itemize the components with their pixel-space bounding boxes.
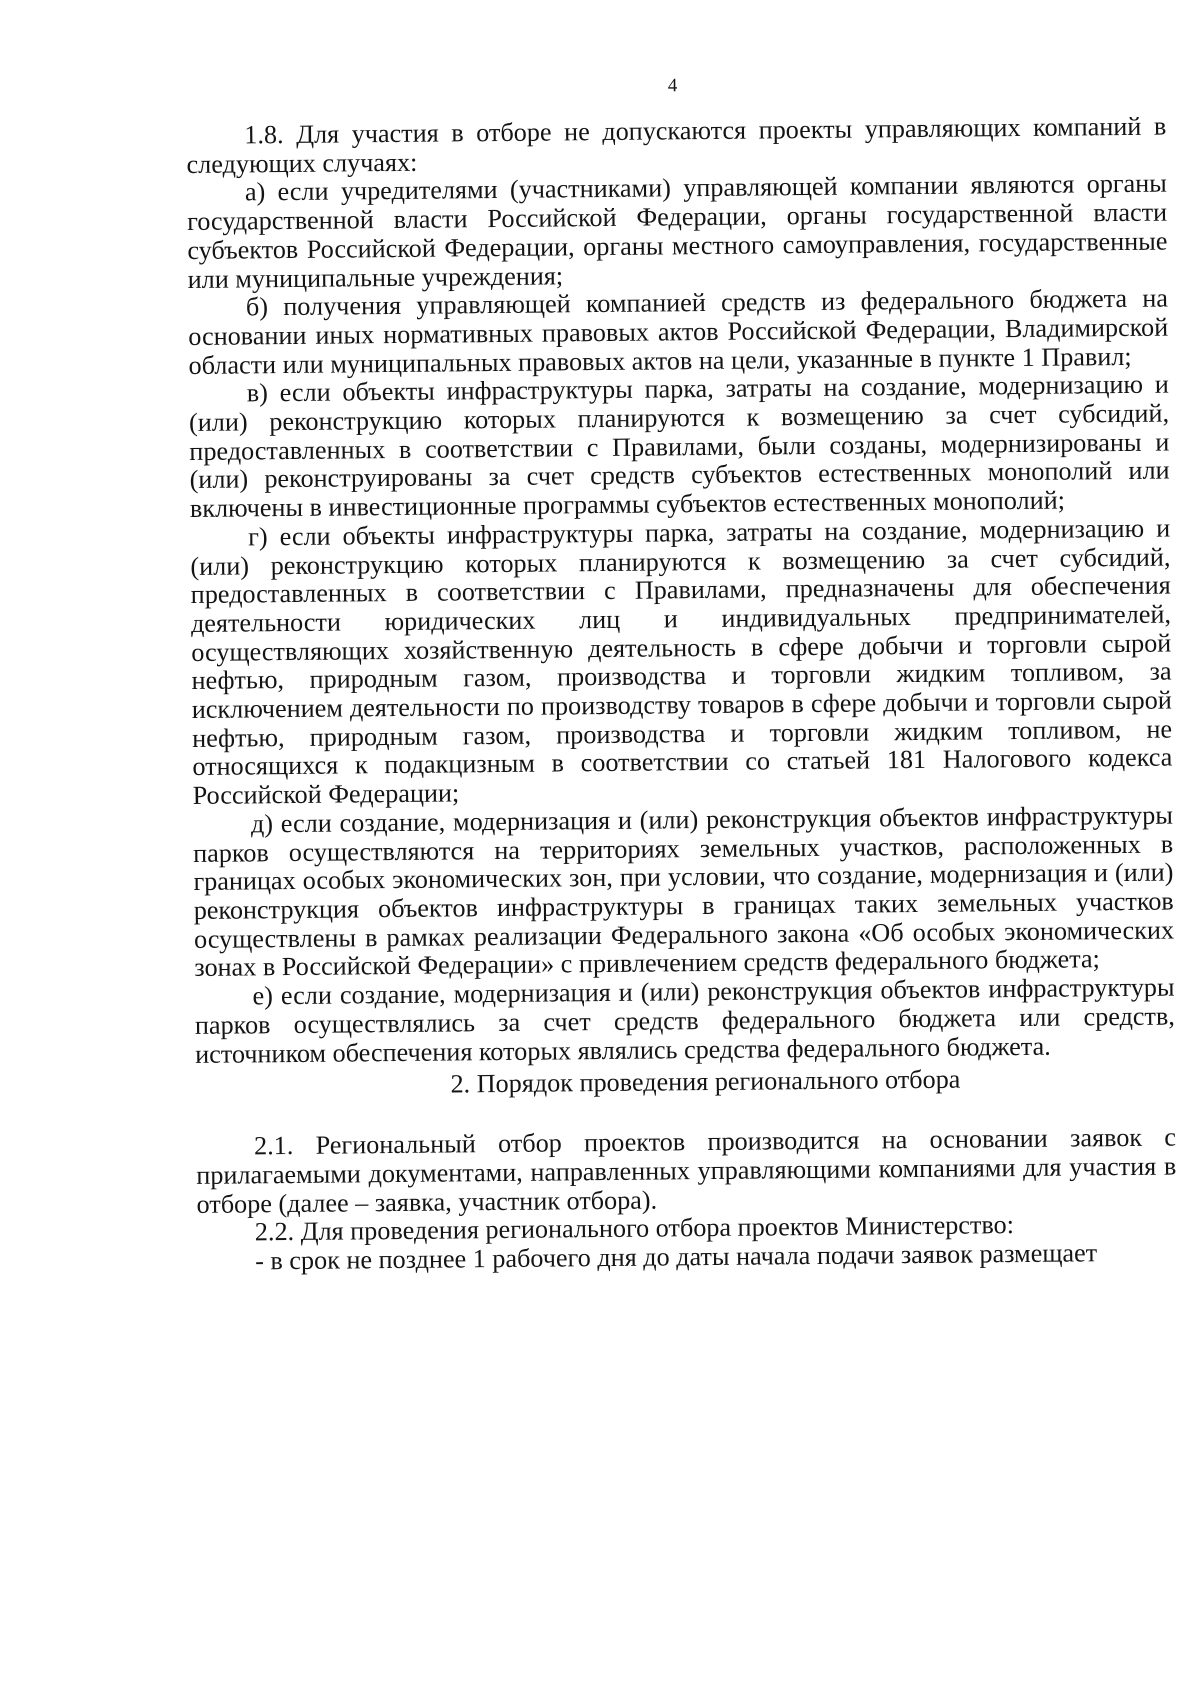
paragraph-1-8: 1.8. Для участия в отборе не допускаются проекты управляющих компаний в следующих случаях:	[186, 111, 1167, 179]
paragraph-item-g: г) если объекты инфраструктуры парка, затраты на создание, модернизацию и (или) реконструкцию которых планируются к возмещению за счет субсидий, предоставленных в соответствии с Правилами, предназначены для обеспечения деятельности юридических лиц и индивидуальных предпринимателей, осуществляющих хозяйственную деятельность в сфере добычи и торговли сырой нефтью, природным газом, производства и торговли жидким топливом, за исключением деятельности по производству товаров в сфере добычи и торговли сырой нефтью, природным газом, производства и торговли жидким топливом, не относящихся к подакцизным в соответствии со статьей 181 Налогового кодекса Российской Федерации;	[190, 513, 1173, 811]
paragraph-2-1: 2.1. Региональный отбор проектов производится на основании заявок с прилагаемыми документами, направленных управляющими компаниями для участия в отборе (далее – заявка, участник отбора).	[196, 1122, 1177, 1219]
paragraph-item-e: е) если создание, модернизация и (или) реконструкция объектов инфраструктуры парков осуществлялись за счет средств федерального бюджета или средств, источником обеспечения которых являлись средства федерального бюджета.	[194, 972, 1175, 1069]
document-body	[186, 113, 1177, 1277]
paragraph-item-d: д) если создание, модернизация и (или) реконструкция объектов инфраструктуры парков осуществляются на территориях земельных участков, расположенных в границах особых экономических зон, при условии, что создание, модернизация и (или) реконструкция объектов инфраструктуры в границах таких земельных участков осуществлены в рамках реализации Федерального закона «Об особых экономических зонах в Российской Федерации» с привлечением средств федерального бюджета;	[193, 800, 1175, 983]
section-heading-2: 2. Порядок проведения регионального отбора	[450, 1064, 961, 1099]
paragraph-2-2-list-item: - в срок не позднее 1 рабочего дня до даты начала подачи заявок размещает	[254, 1238, 1098, 1276]
paragraph-item-b: б) получения управляющей компанией средств из федерального бюджета на основании иных нормативных правовых актов Российской Федерации, Владимирской области или муниципальных правовых актов на цели, указанные в пункте 1 Правил;	[188, 283, 1169, 380]
paragraph-item-a: а) если учредителями (участниками) управляющей компании являются органы государственной власти Российской Федерации, органы государственной власти субъектов Российской Федерации, органы местного самоуправления, государственные или муниципальные учреждения;	[187, 168, 1168, 294]
paragraph-2-2: 2.2. Для проведения регионального отбора проектов Министерство:	[254, 1210, 1015, 1247]
page-number: 4	[667, 75, 678, 97]
paragraph-item-v: в) если объекты инфраструктуры парка, затраты на создание, модернизацию и (или) реконструкцию которых планируются к возмещению за счет субсидий, предоставленных в соответствии с Правилами, были созданы, модернизированы и (или) реконструированы за счет средств субъектов естественных монополий или включены в инвестиционные программы субъектов естественных монополий;	[188, 369, 1170, 524]
